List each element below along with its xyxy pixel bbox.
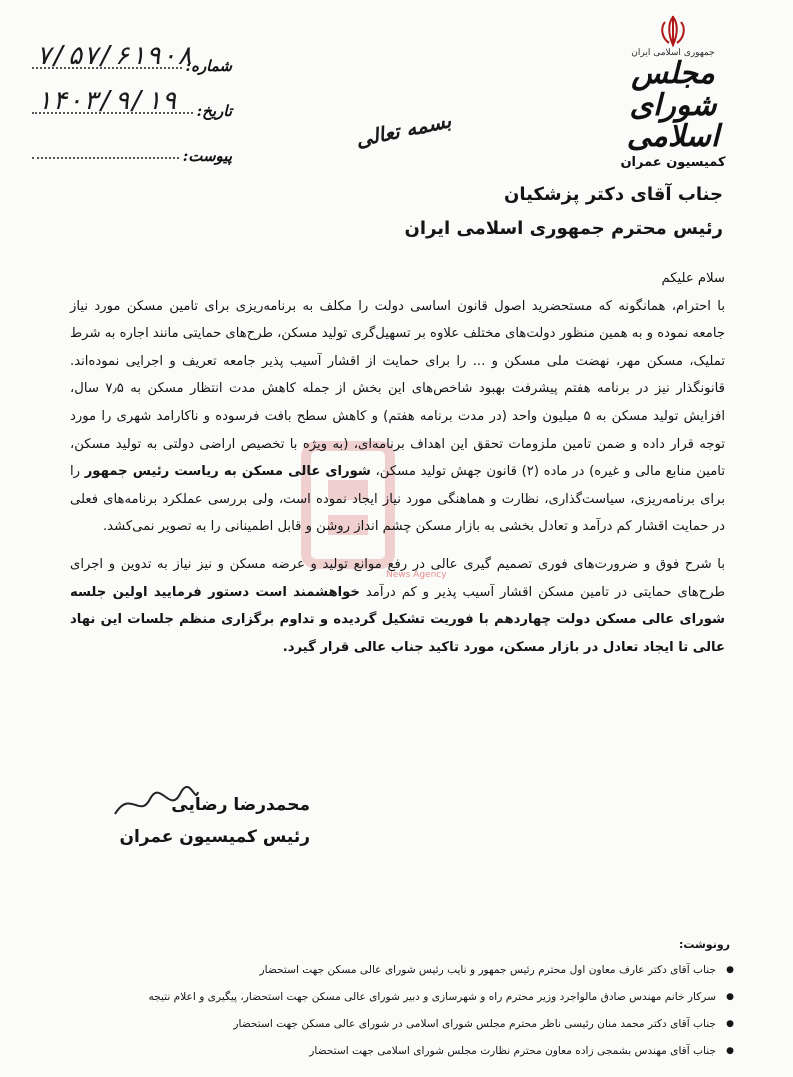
paragraph-1 [70,293,725,541]
addressee-title: رئیس محترم جمهوری اسلامی ایران [404,218,723,239]
attachment-row [32,120,232,165]
signer-name: محمدرضا رضایی [171,795,310,815]
cc-item: ● جناب آقای مهندس بشمجی زاده معاون محترم نظارت مجلس شورای اسلامی جهت استحضار [40,1038,738,1065]
paragraph-2-text: با شرح فوق و ضرورت‌های فوری تصمیم گیری عالی در رفع موانع تولید و عرضه مسکن و نیز نیاز به تدوین و اجرای طرح‌های حمایتی در تامین مسکن اقشار آسیب پذیر و کم درآمد [70,556,726,600]
signer-title: رئیس کمیسیون عمران [119,827,310,847]
attachment-label: پیوست: [182,147,232,165]
cc-title: رونوشت: [678,938,730,951]
date-label: تاریخ: [196,102,232,120]
paragraph-2 [70,551,725,661]
cc-block [40,938,738,1065]
paragraph-1-text-b: را برای برنامه‌ریزی، سیاست‌گذاری، نظارت و هماهنگی مورد نیاز ایجاد نموده است، ولی بررسی عملکرد برنامه‌های فعلی در حمایت اقشار کم درآمد و تعادل بخشی به بازار مسکن چشم انداز روشن و قابل اطمینانی را به تصویر نمی‌کشد. [70,464,725,535]
cc-item: ● سرکار خانم مهندس صادق مالواجرد وزیر محترم راه و شهرسازی و دبیر شورای عالی مسکن جهت استحضار، پیگیری و اعلام نتیجه [40,984,738,1011]
cc-list [40,957,738,1065]
cc-item: ● جناب آقای دکتر عارف معاون اول محترم رئیس جمهور و نایب رئیس شورای عالی مسکن جهت استحضار [40,957,738,984]
paragraph-1-text-a: با احترام، همانگونه که مستحضرید اصول قانون اساسی دولت را مکلف به برنامه‌ریزی برای تامین مسکن مورد نیاز جامعه نموده و به همین منظور دولت‌های مختلف علاوه بر تسهیل‌گری تولید مسکن، طرح‌های حمایتی مانند اجاره به شرط تملیک، مسکن مهر، نهضت ملی مسکن و ... را برای حمایت از اقشار آسیب پذیر جامعه تعریف و اجرایی نموده‌اند. قانونگذار نیز در برنامه هفتم پیشرفت بهبود شاخص‌های این بخش از جمله کاهش مدت انتظار مسکن به ۷٫۵ سال، افزایش تولید مسکن به ۵ میلیون واحد (در مدت برنامه هفتم) و کاهش سطح بافت فرسوده و ناکارامد شهری را مورد توجه قرار داده و ضمن تامین ملزومات تحقق این اهداف برنامه‌ای، (به ویژه با تخصیص اراضی دولتی به تولید مسکن، تامین منابع مالی و غیره) در ماده (۲) قانون جهش تولید مسکن، [69,298,725,480]
emblem-commission: کمیسیون عمران [620,154,726,170]
iran-emblem-icon [656,14,690,48]
cc-item: ● جناب آقای دکتر محمد منان رئیسی ناظر محترم مجلس شورای اسلامی در شورای عالی مسکن جهت استحضار [40,1011,738,1038]
emblem-title: مجلس شورای اسلامی [626,56,720,154]
attachment-dotted-line [32,156,179,159]
date-value: ۱۴۰۳/۹/۱۹ [36,86,177,116]
letter-body [70,265,725,661]
handwritten-signature-icon [110,784,200,824]
parliament-emblem [593,14,753,170]
watermark-text: News Agency [386,570,447,580]
bismillah-mark: بسمه تعالی [353,108,454,152]
number-value: ۷/۵۷/۶۱۹۰۸ [36,41,193,71]
paragraph-2-bold: خواهشمند است دستور فرمایید اولین جلسه شورای عالی مسکن دولت چهاردهم با فوریت تشکیل گردیده و تداوم برگزاری منظم جلسات این نهاد عالی تا ایجاد تعادل در بازار مسکن، مورد تاکید جناب عالی قرار گیرد. [70,584,725,655]
date-row [32,75,232,120]
number-label: شماره: [185,57,232,75]
greeting: سلام علیکم [661,271,725,286]
paragraph-1-bold: شورای عالی مسکن به ریاست رئیس جمهور [84,464,371,480]
addressee-block [405,178,723,246]
number-row [32,30,232,75]
emblem-country: جمهوری اسلامی ایران [631,48,715,58]
signature-block [110,790,310,854]
addressee-name: جناب آقای دکتر پزشکیان [503,184,723,205]
letter-meta [32,30,232,165]
